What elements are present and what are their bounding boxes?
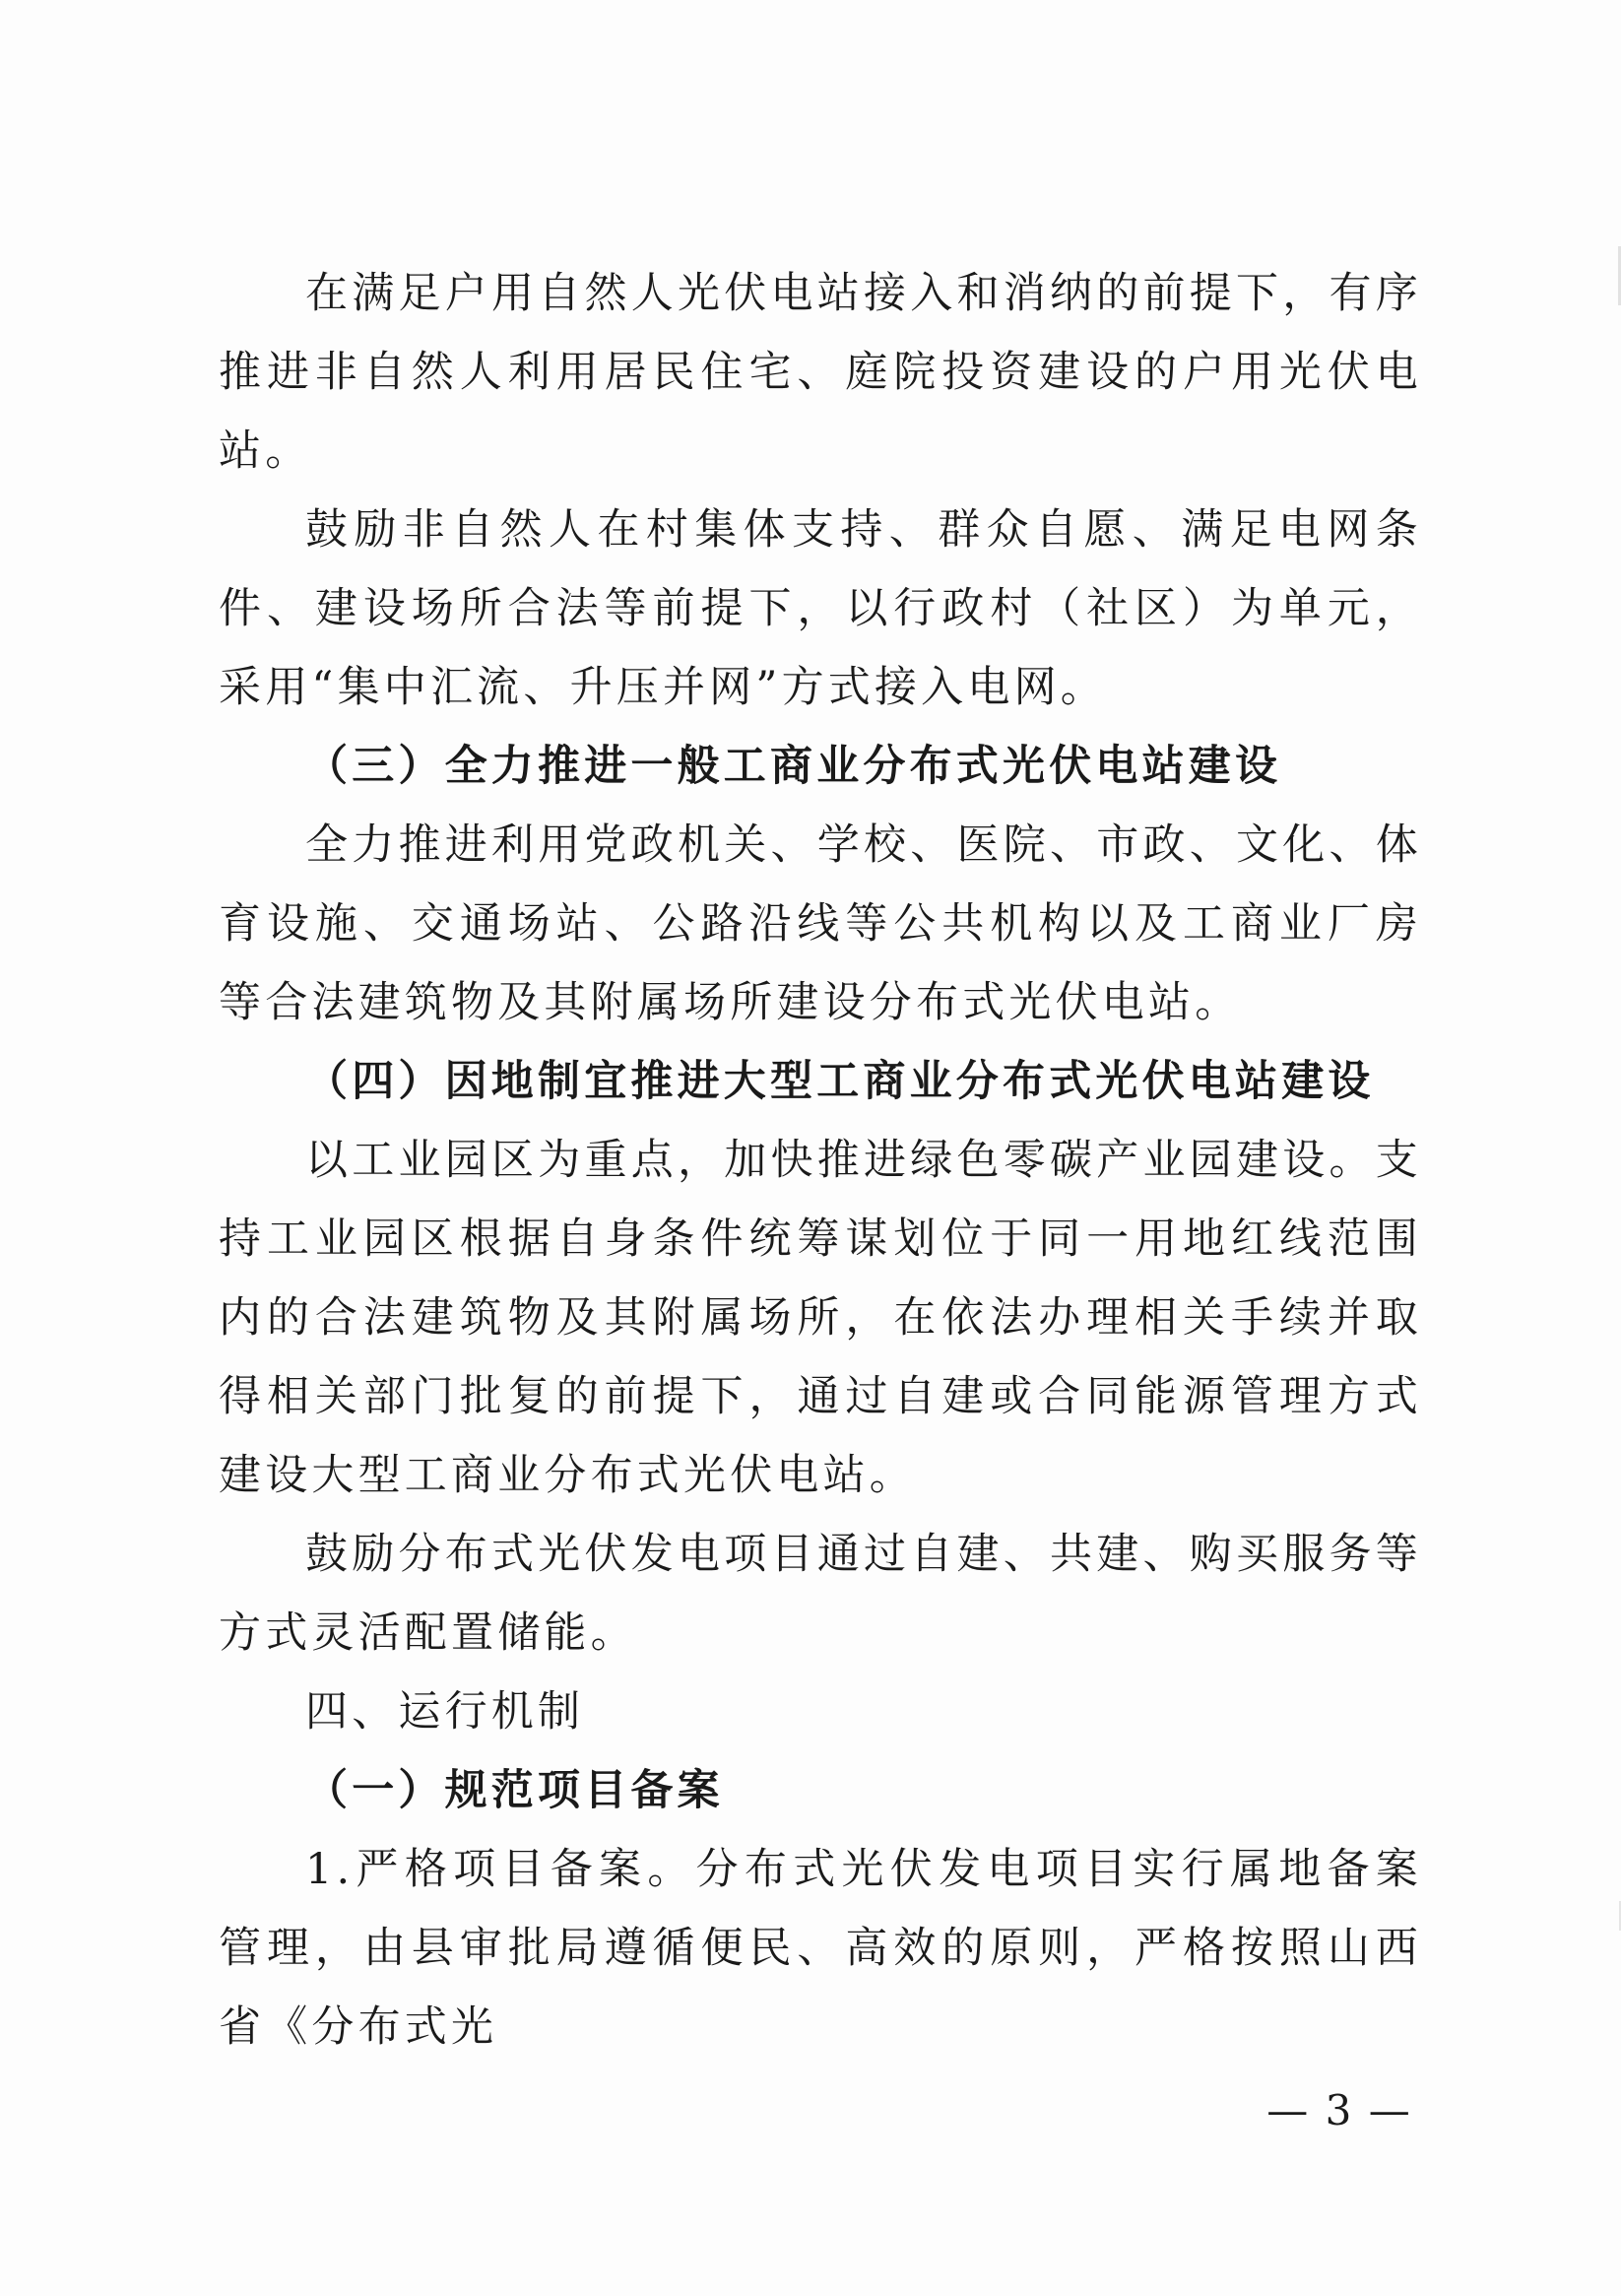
subsection-heading: （四）因地制宜推进大型工商业分布式光伏电站建设 xyxy=(305,1057,1375,1106)
paragraph: 全力推进利用党政机关、学校、医院、市政、文化、体育设施、交通场站、公路沿线等公共机构以及工商业厂房等合法建筑物及其附属场所建设分布式光伏电站。 xyxy=(219,820,1422,1027)
document-body xyxy=(219,254,1422,2066)
paragraph: 鼓励分布式光伏发电项目通过自建、共建、购买服务等方式灵活配置储能。 xyxy=(219,1530,1422,1658)
paragraph: 在满足户用自然人光伏电站接入和消纳的前提下，有序推进非自然人利用居民住宅、庭院投资建设的户用光伏电站。 xyxy=(219,269,1422,476)
subsection-heading: （三）全力推进一般工商业分布式光伏电站建设 xyxy=(305,742,1282,791)
section-heading: 四、运行机制 xyxy=(305,1687,585,1737)
subsection-heading: （一）规范项目备案 xyxy=(305,1766,724,1815)
paragraph: 以工业园区为重点，加快推进绿色零碳产业园建设。支持工业园区根据自身条件统筹谋划位于同一用地红线范围内的合法建筑物及其附属场所，在依法办理相关手续并取得相关部门批复的前提下，通过自建或合同能源管理方式建设大型工商业分布式光伏电站。 xyxy=(219,1136,1422,1500)
paragraph: 1.严格项目备案。分布式光伏发电项目实行属地备案管理，由县审批局遵循便民、高效的原则，严格按照山西省《分布式光 xyxy=(219,1845,1422,2052)
page-number: — 3 — xyxy=(1266,2086,1412,2134)
paragraph: 鼓励非自然人在村集体支持、群众自愿、满足电网条件、建设场所合法等前提下，以行政村（社区）为单元，采用“集中汇流、升压并网”方式接入电网。 xyxy=(219,505,1422,712)
